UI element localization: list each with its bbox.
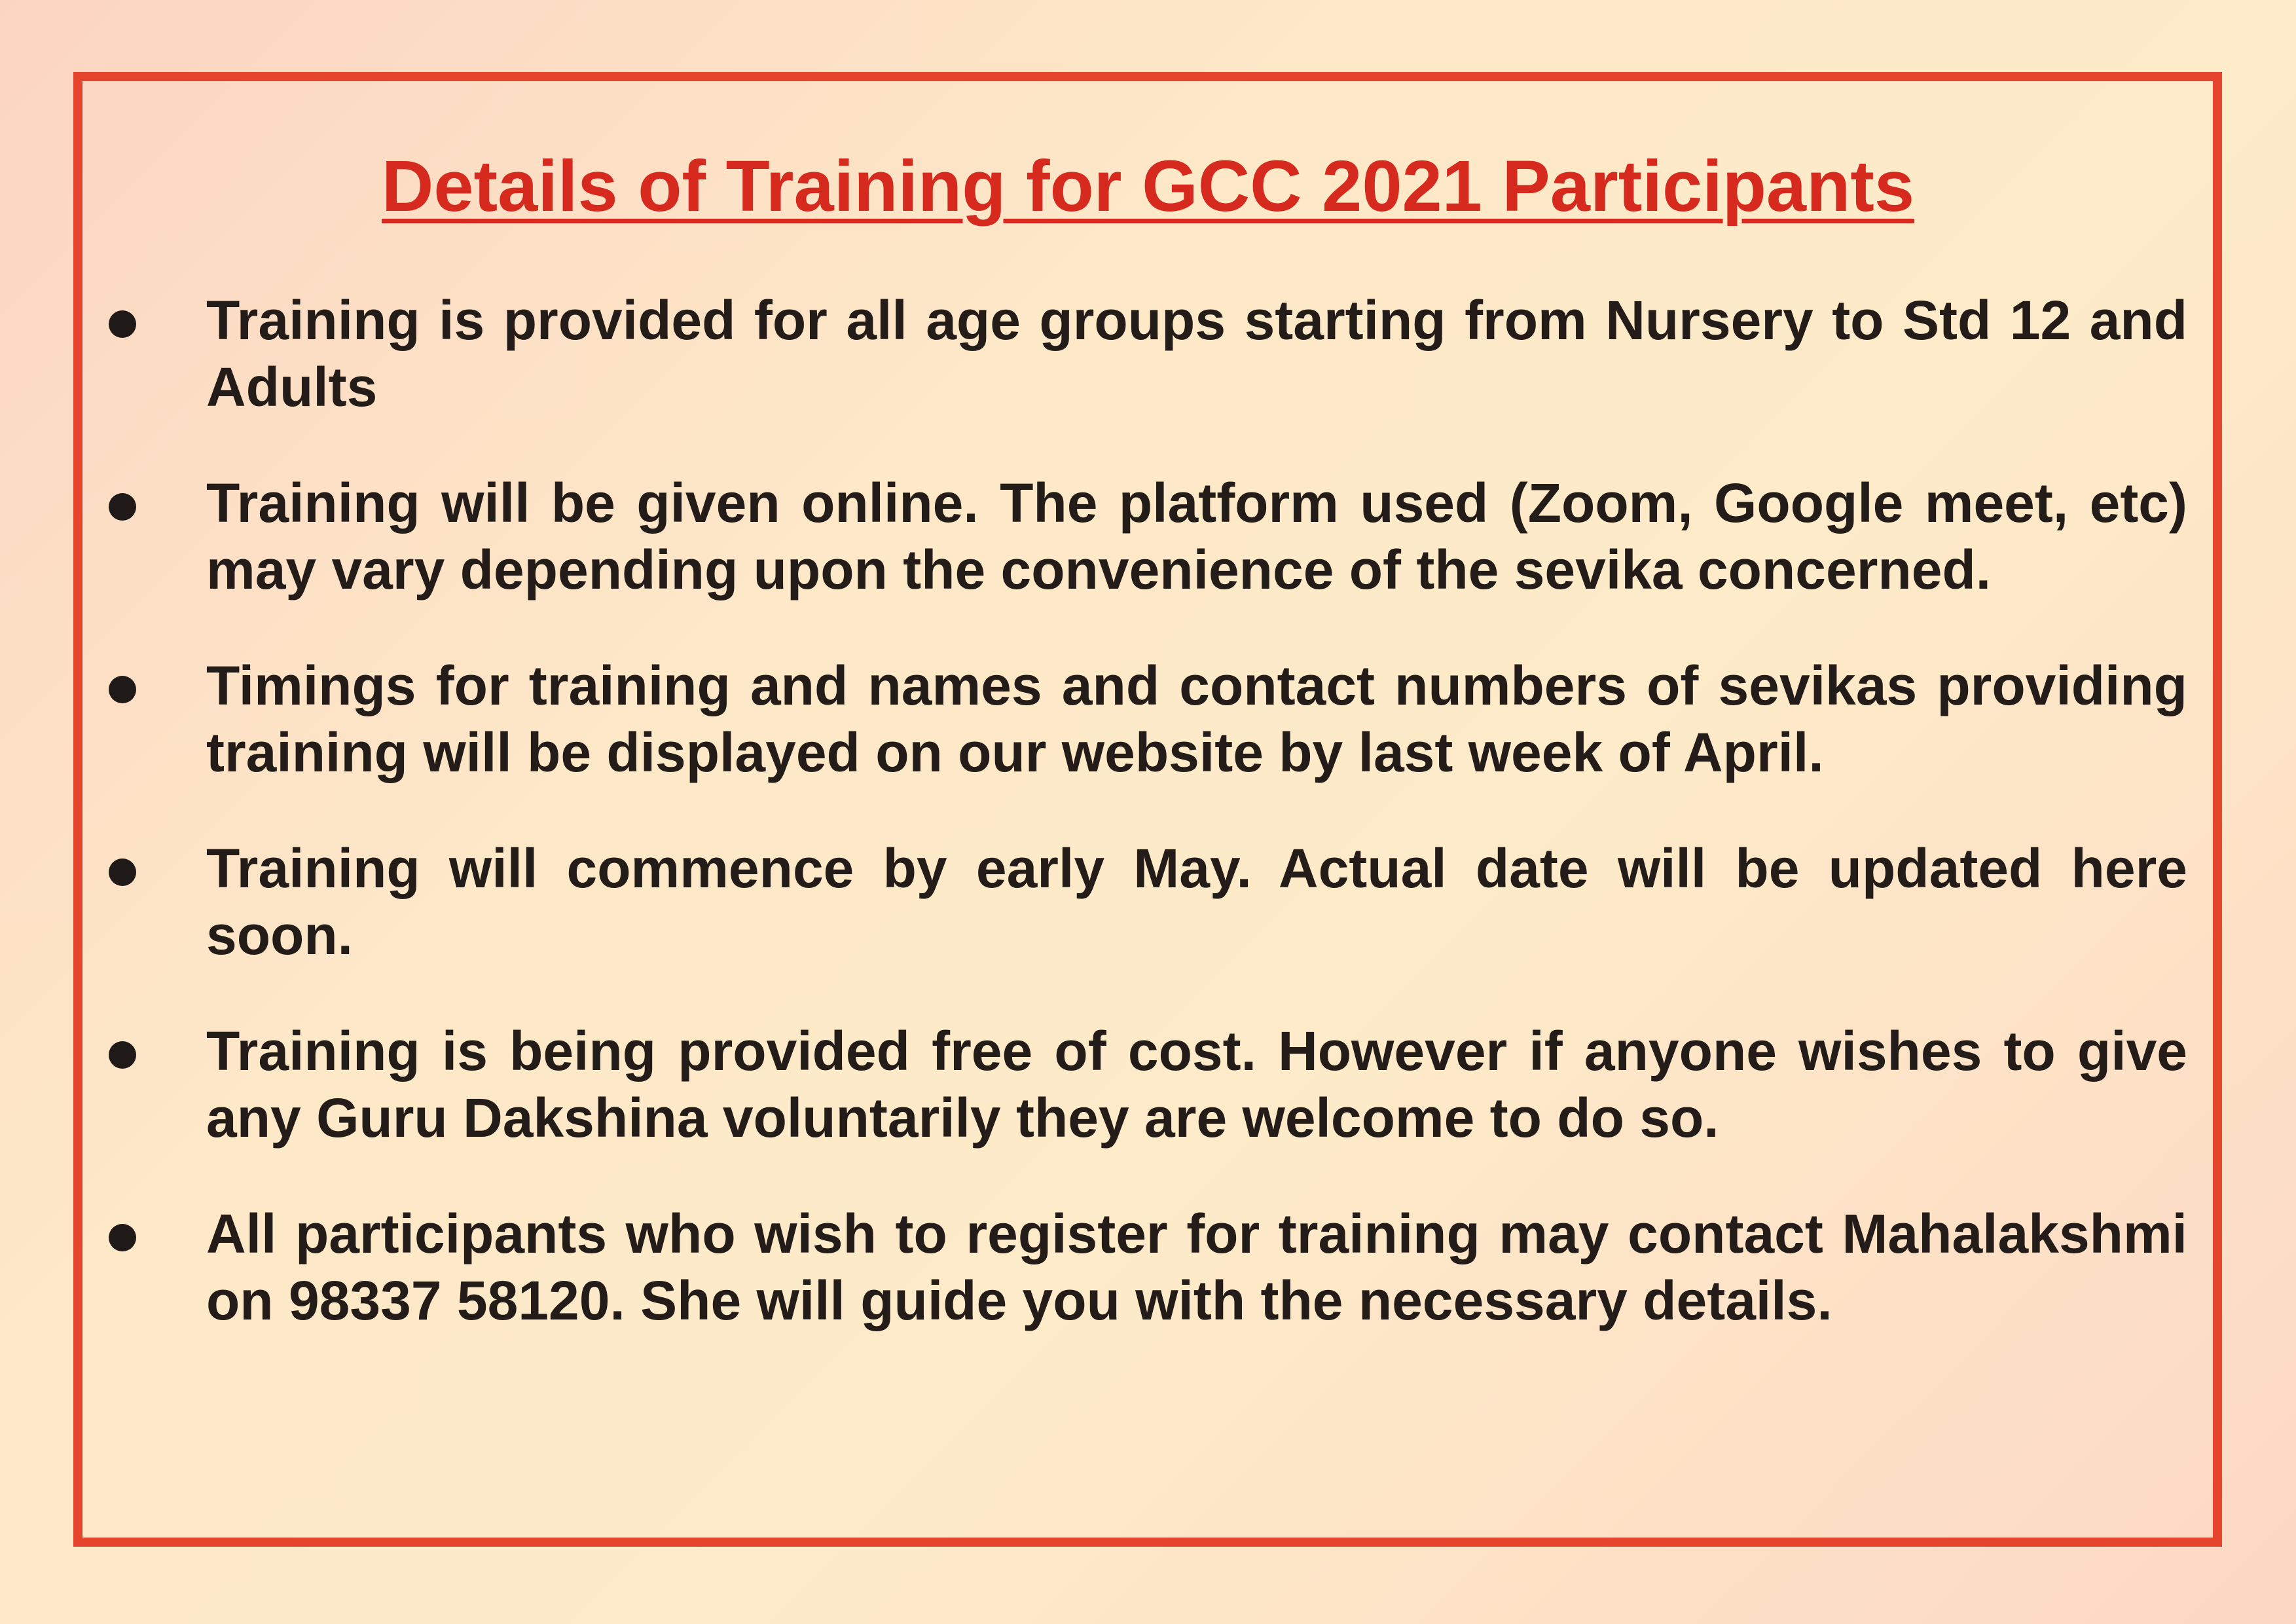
list-item-text: Training will commence by early May. Actual date will be updated here soon. bbox=[206, 838, 2187, 966]
bullet-icon bbox=[109, 676, 136, 703]
bullet-icon bbox=[109, 1224, 136, 1251]
list-item bbox=[0, 835, 2296, 969]
list-item-text: Training is being provided free of cost. However if anyone wishes to give any Guru Dakshina voluntarily they are welcome to do so. bbox=[206, 1020, 2187, 1149]
list-item bbox=[0, 1018, 2296, 1151]
list-item-text: Timings for training and names and contact numbers of sevikas providing training will be displayed on our website by last week of April. bbox=[206, 655, 2187, 783]
training-details-list bbox=[0, 287, 2296, 1383]
list-item-text: Training will be given online. The platform used (Zoom, Google meet, etc) may vary depending upon the convenience of the sevika concerned. bbox=[206, 472, 2187, 600]
bullet-icon bbox=[109, 310, 136, 338]
bullet-icon bbox=[109, 858, 136, 886]
list-item bbox=[0, 470, 2296, 603]
list-item bbox=[0, 652, 2296, 786]
list-item-text: All participants who wish to register for training may contact Mahalakshmi on 98337 58120. She will guide you with the necessary details. bbox=[206, 1203, 2187, 1331]
list-item-text: Training is provided for all age groups starting from Nursery to Std 12 and Adults bbox=[206, 289, 2187, 418]
page-title: Details of Training for GCC 2021 Participants bbox=[381, 146, 1915, 227]
list-item bbox=[0, 287, 2296, 420]
list-item bbox=[0, 1200, 2296, 1334]
bullet-icon bbox=[109, 493, 136, 521]
bullet-icon bbox=[109, 1041, 136, 1069]
